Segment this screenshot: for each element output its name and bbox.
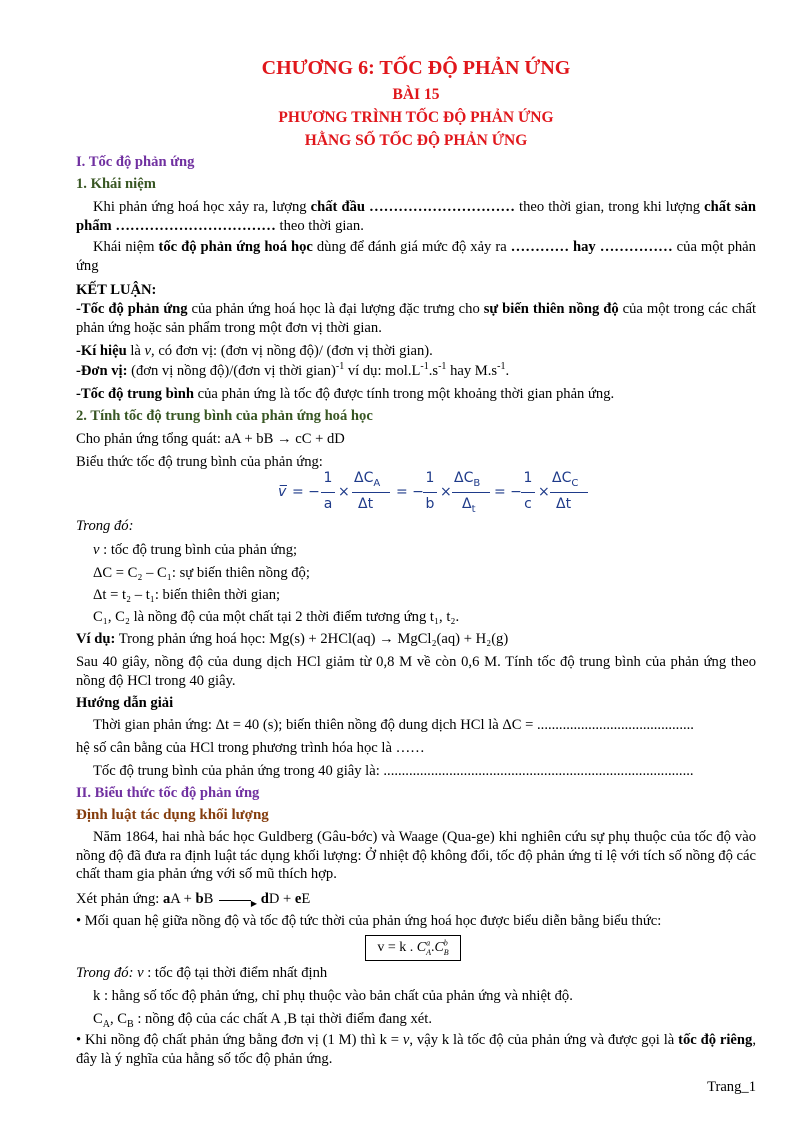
conclusion-label: KẾT LUẬN: [76,282,157,298]
solution-line-1: Thời gian phản ứng: Δt = 40 (s); biến thiên nồng độ dung dịch HCl là ΔC = ........................................... [93,717,694,733]
lesson-title-2: HẰNG SỐ TỐC ĐỘ PHẢN ỨNG [304,132,528,149]
conclusion-symbol: -Kí hiệu là v, có đơn vị: (đơn vị nồng độ)/ (đơn vị thời gian). [76,343,433,359]
equation-tail: $\Delta C_C$ Δt [548,470,598,520]
lesson-number: BÀI 15 [392,86,440,103]
conclusion-average-rate: -Tốc độ trung bình của phản ứng là tốc độ được tính trong một khoảng thời gian phản ứng. [76,386,615,402]
consider-reaction: Xét phản ứng: aA + bB dD + eE [76,891,311,907]
solution-line-3: Tốc độ trung bình của phản ứng trong 40 giây là: ..................................................................................... [93,763,694,779]
def-delta-t: Δt = t₂ – t₁: biến thiên thời gian; [93,587,281,603]
average-rate-expression-label: Biểu thức tốc độ trung bình của phản ứng: [76,454,323,470]
subsection-1-heading: 1. Khái niệm [76,176,156,192]
law-heading: Định luật tác dụng khối lượng [76,807,269,823]
section-2-heading: II. Biểu thức tốc độ phản ứng [76,785,260,801]
k-definition: k : hằng số tốc độ phản ứng, chỉ phụ thuộc vào bản chất của phản ứng và nhiệt độ. [93,988,573,1004]
conclusion-unit: -Đơn vị: (đơn vị nồng độ)/(đơn vị thời gian)$^{-1}$ ví dụ: $mol.L^{-1}.s^{-1}$ hay $M.s^{-1}$. [76,361,510,379]
general-reaction: Cho phản ứng tổng quát: aA + bB → cC + dD [76,431,345,447]
example-problem: Sau 40 giây, nồng độ của dung dịch HCl giảm từ 0,8 M về còn 0,6 M. Tính tốc độ trung bình của phản ứng theo nồng độ HCl trong 40 giây. [76,654,756,689]
ca-cb-definition: $C_A$, $C_B$ : nồng độ của các chất A ,B tại thời điểm đang xét. [93,1011,432,1030]
section-1-heading: I. Tốc độ phản ứng [76,154,195,170]
law-paragraph: Năm 1864, hai nhà bác học Guldberg (Gâu-bớc) và Waage (Qua-ge) khi nghiên cứu sự phụ thuộc của tốc độ vào nồng độ đã đưa ra định luật tác dụng khối lượng: Ở nhiệt độ không đổi, tốc độ phản ứng tỉ lệ với tích số nồng độ các chất tham gia phản ứng với số mũ thích hợp. [76,829,756,882]
relation-bullet: • Mối quan hệ giữa nồng độ và tốc độ tức thời của phản ứng hoá học được biểu diễn bằng biểu thức: [76,913,662,929]
page-number: Trang_1 [707,1079,756,1095]
conclusion-rate: -Tốc độ phản ứng của phản ứng hoá học là đại lượng đặc trưng cho sự biến thiên nồng độ của một trong các chất phản ứng hoặc sản phẩm trong một đơn vị thời gian. [76,301,756,336]
where-v-line: Trong đó: v : tốc độ tại thời điểm nhất định [76,965,328,981]
solution-line-2: hệ số cân bằng của HCl trong phương trình hóa học là …… [76,740,425,756]
chapter-title: CHƯƠNG 6: TỐC ĐỘ PHẢN ỨNG [261,57,571,79]
rate-law-formula: v = k . $C^a_A.C^b_B$ [365,935,461,961]
concept-paragraph-1: Khi phản ứng hoá học xảy ra, lượng chất đầu ………………………… theo thời gian, trong khi lượng chất sản phẩm …………………………… theo thời gian. [76,199,757,234]
example-reaction: Ví dụ: Trong phản ứng hoá học: Mg(s) + 2HCl(aq) → MgCl₂(aq) + H₂(g) [76,631,509,647]
def-v: v : tốc độ trung bình của phản ứng; [93,542,298,558]
def-c1-c2: C₁, C₂ là nồng độ của một chất tại 2 thời điểm tương ứng t₁, t₂. [93,609,460,625]
subsection-2-heading: 2. Tính tốc độ trung bình của phản ứng hoá học [76,408,373,424]
v-bar: v̅ [278,484,287,500]
lesson-title-1: PHƯƠNG TRÌNH TỐC ĐỘ PHẢN ỨNG [278,109,554,126]
concept-paragraph-2: Khái niệm tốc độ phản ứng hoá học dùng để đánh giá mức độ xảy ra ………… hay …………… của một phản ứng [76,239,756,274]
specific-rate-bullet: • Khi nồng độ chất phản ứng bằng đơn vị (1 M) thì k = v, vậy k là tốc độ của phản ứng và được gọi là tốc độ riêng, đây là ý nghĩa của hằng số tốc độ phản ứng. [76,1032,756,1067]
def-delta-c: ΔC = C₂ – C₁: sự biến thiên nồng độ; [93,565,310,581]
where-label: Trong đó: [76,518,134,534]
average-rate-equation: v̅ = − 1 a × $\Delta C_A$ Δt = − 1 b × $\Delta C_B$ $\Delta_t$ = − 1 c × [278,470,550,515]
solution-heading: Hướng dẫn giải [76,695,174,711]
